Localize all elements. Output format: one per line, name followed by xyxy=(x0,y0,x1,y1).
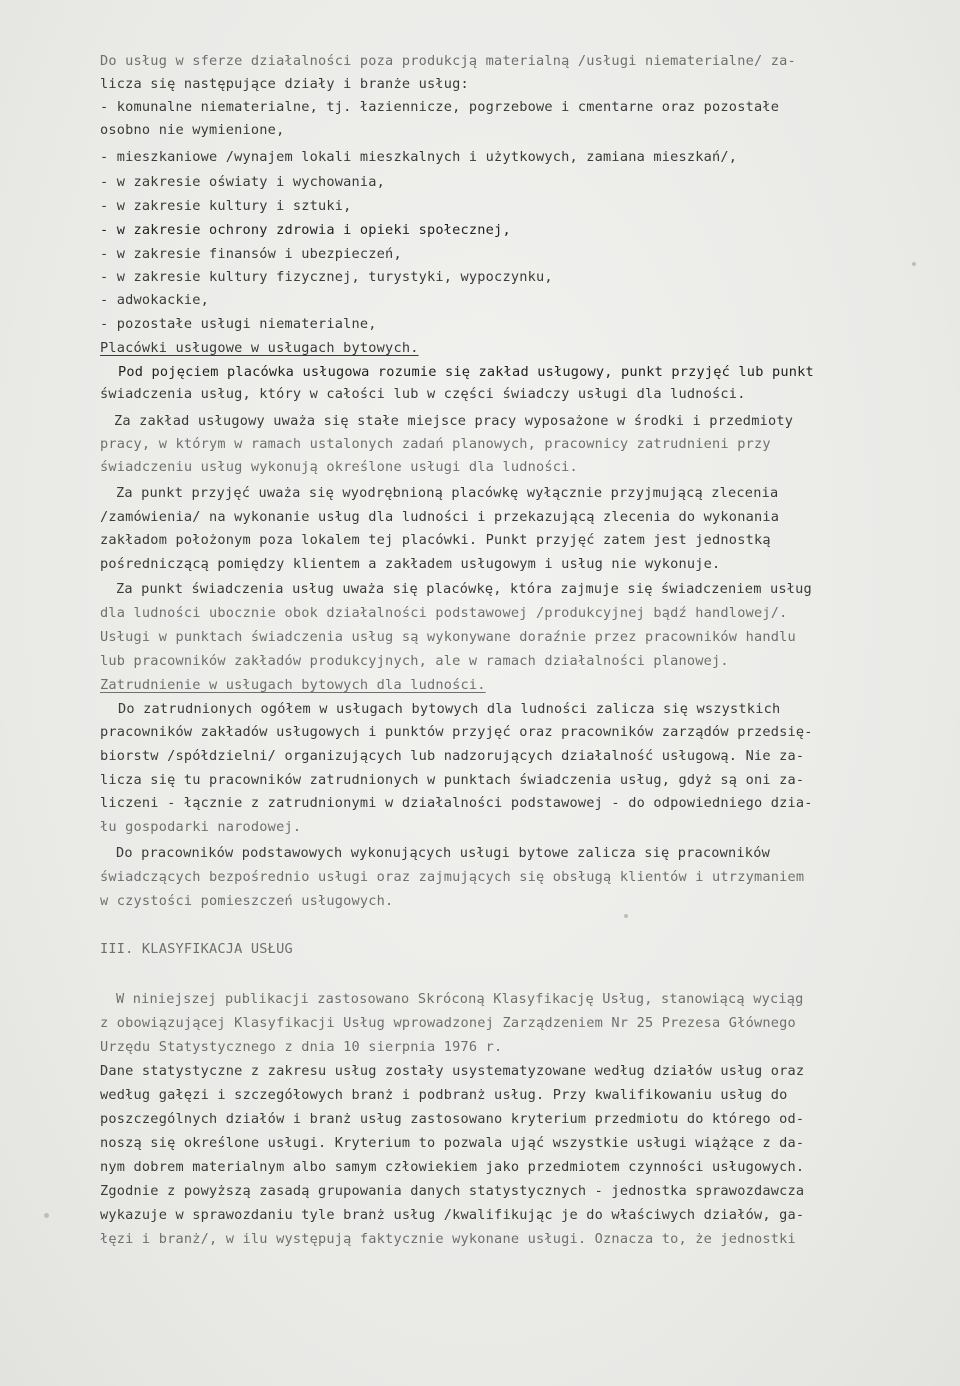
section-heading: III. KLASYFIKACJA USŁUG xyxy=(100,941,293,957)
section-heading: Zatrudnienie w usługach bytowych dla ludności. xyxy=(100,677,486,693)
text-line: Dane statystyczne z zakresu usług zostały usystematyzowane według działów usług oraz xyxy=(100,1063,805,1079)
text-line: - adwokackie, xyxy=(100,292,209,308)
text-line: licza się tu pracowników zatrudnionych w punktach świadczenia usług, gdyż są oni za- xyxy=(100,772,805,788)
text-line: świadczenia usług, który w całości lub w części świadczy usługi dla ludności. xyxy=(100,386,746,402)
text-line: noszą się określone usługi. Kryterium to pozwala ująć wszystkie usługi wiążące z da- xyxy=(100,1135,805,1151)
text-line: Za punkt przyjęć uważa się wyodrębnioną placówkę wyłącznie przyjmującą zlecenia xyxy=(116,485,779,501)
text-line: osobno nie wymienione, xyxy=(100,122,285,138)
text-line: Pod pojęciem placówka usługowa rozumie się zakład usługowy, punkt przyjęć lub punkt xyxy=(118,364,814,380)
text-line: Za zakład usługowy uważa się stałe miejsce pracy wyposażone w środki i przedmioty xyxy=(114,413,794,429)
section-heading: Placówki usługowe w usługach bytowych. xyxy=(100,340,419,356)
text-line: Do zatrudnionych ogółem w usługach bytowych dla ludności zalicza się wszystkich xyxy=(118,701,781,717)
text-line: lub pracowników zakładów produkcyjnych, ale w ramach działalności planowej. xyxy=(100,653,729,669)
scan-speck xyxy=(912,262,916,266)
text-line: Do usług w sferze działalności poza produkcją materialną /usługi niematerialne/ za- xyxy=(100,53,796,69)
text-line: liczeni - łącznie z zatrudnionymi w działalności podstawowej - do odpowiedniego dzia- xyxy=(100,795,813,811)
text-line: Za punkt świadczenia usług uważa się placówkę, która zajmuje się świadczeniem usług xyxy=(116,581,812,597)
text-line: W niniejszej publikacji zastosowano Skróconą Klasyfikację Usług, stanowiącą wyciąg xyxy=(116,991,804,1007)
text-line: Usługi w punktach świadczenia usług są wykonywane doraźnie przez pracowników handlu xyxy=(100,629,796,645)
text-line: - w zakresie oświaty i wychowania, xyxy=(100,174,386,190)
text-line: - w zakresie ochrony zdrowia i opieki społecznej, xyxy=(100,222,511,238)
text-line: Urzędu Statystycznego z dnia 10 sierpnia 1976 r. xyxy=(100,1039,503,1055)
text-line: dla ludności ubocznie obok działalności podstawowej /produkcyjnej bądź handlowej/. xyxy=(100,605,788,621)
text-line: łu gospodarki narodowej. xyxy=(100,819,302,835)
text-line: /zamówienia/ na wykonanie usług dla ludności i przekazującą zlecenia do wykonania xyxy=(100,509,780,525)
text-line: zakładom położonym poza lokalem tej placówki. Punkt przyjęć zatem jest jednostką xyxy=(100,532,771,548)
text-line: pracowników zakładów usługowych i punktów przyjęć oraz pracowników zarządów przedsię- xyxy=(100,724,813,740)
text-line: biorstw /spółdzielni/ organizujących lub nadzorujących działalność usługową. Nie za- xyxy=(100,748,805,764)
text-line: pracy, w którym w ramach ustalonych zadań planowych, pracownicy zatrudnieni przy xyxy=(100,436,771,452)
text-line: - w zakresie kultury fizycznej, turystyki, wypoczynku, xyxy=(100,269,553,285)
text-line: poszczególnych działów i branż usług zastosowano kryterium przedmiotu do którego od- xyxy=(100,1111,805,1127)
scan-speck xyxy=(44,1213,49,1218)
text-line: świadczeniu usług wykonują określone usługi dla ludności. xyxy=(100,459,578,475)
text-line: licza się następujące działy i branże usług: xyxy=(100,76,469,92)
text-line: Do pracowników podstawowych wykonujących usługi bytowe zalicza się pracowników xyxy=(116,845,770,861)
text-line: - w zakresie finansów i ubezpieczeń, xyxy=(100,246,402,262)
text-line: - pozostałe usługi niematerialne, xyxy=(100,316,377,332)
text-line: - komunalne niematerialne, tj. łazienniczе, pogrzebowe i cmentarne oraz pozostałe xyxy=(100,99,780,115)
text-line: łęzi i branż/, w ilu występują faktycznie wykonane usługi. Oznacza to, że jednostki xyxy=(100,1231,796,1247)
text-line: - w zakresie kultury i sztuki, xyxy=(100,198,352,214)
text-line: z obowiązującej Klasyfikacji Usług wprowadzonej Zarządzeniem Nr 25 Prezesa Głównego xyxy=(100,1015,796,1031)
text-line: w czystości pomieszczeń usługowych. xyxy=(100,893,394,909)
text-line: świadczących bezpośrednio usługi oraz zajmujących się obsługą klientów i utrzymaniem xyxy=(100,869,805,885)
text-line: nym dobrem materialnym albo samym człowiekiem jako przedmiotem czynności usługowych. xyxy=(100,1159,805,1175)
text-line: Zgodnie z powyższą zasadą grupowania danych statystycznych - jednostka sprawozdawcza xyxy=(100,1183,805,1199)
text-line: pośredniczącą pomiędzy klientem a zakładem usługowym i usług nie wykonuje. xyxy=(100,556,721,572)
text-line: - mieszkaniowe /wynajem lokali mieszkalnych i użytkowych, zamiana mieszkań/, xyxy=(100,149,738,165)
scan-speck xyxy=(624,914,628,918)
text-line: wykazuje w sprawozdaniu tyle branż usług /kwalifikując je do właściwych działów, ga- xyxy=(100,1207,805,1223)
text-line: według gałęzi i szczegółowych branż i podbranż usług. Przy kwalifikowaniu usług do xyxy=(100,1087,788,1103)
